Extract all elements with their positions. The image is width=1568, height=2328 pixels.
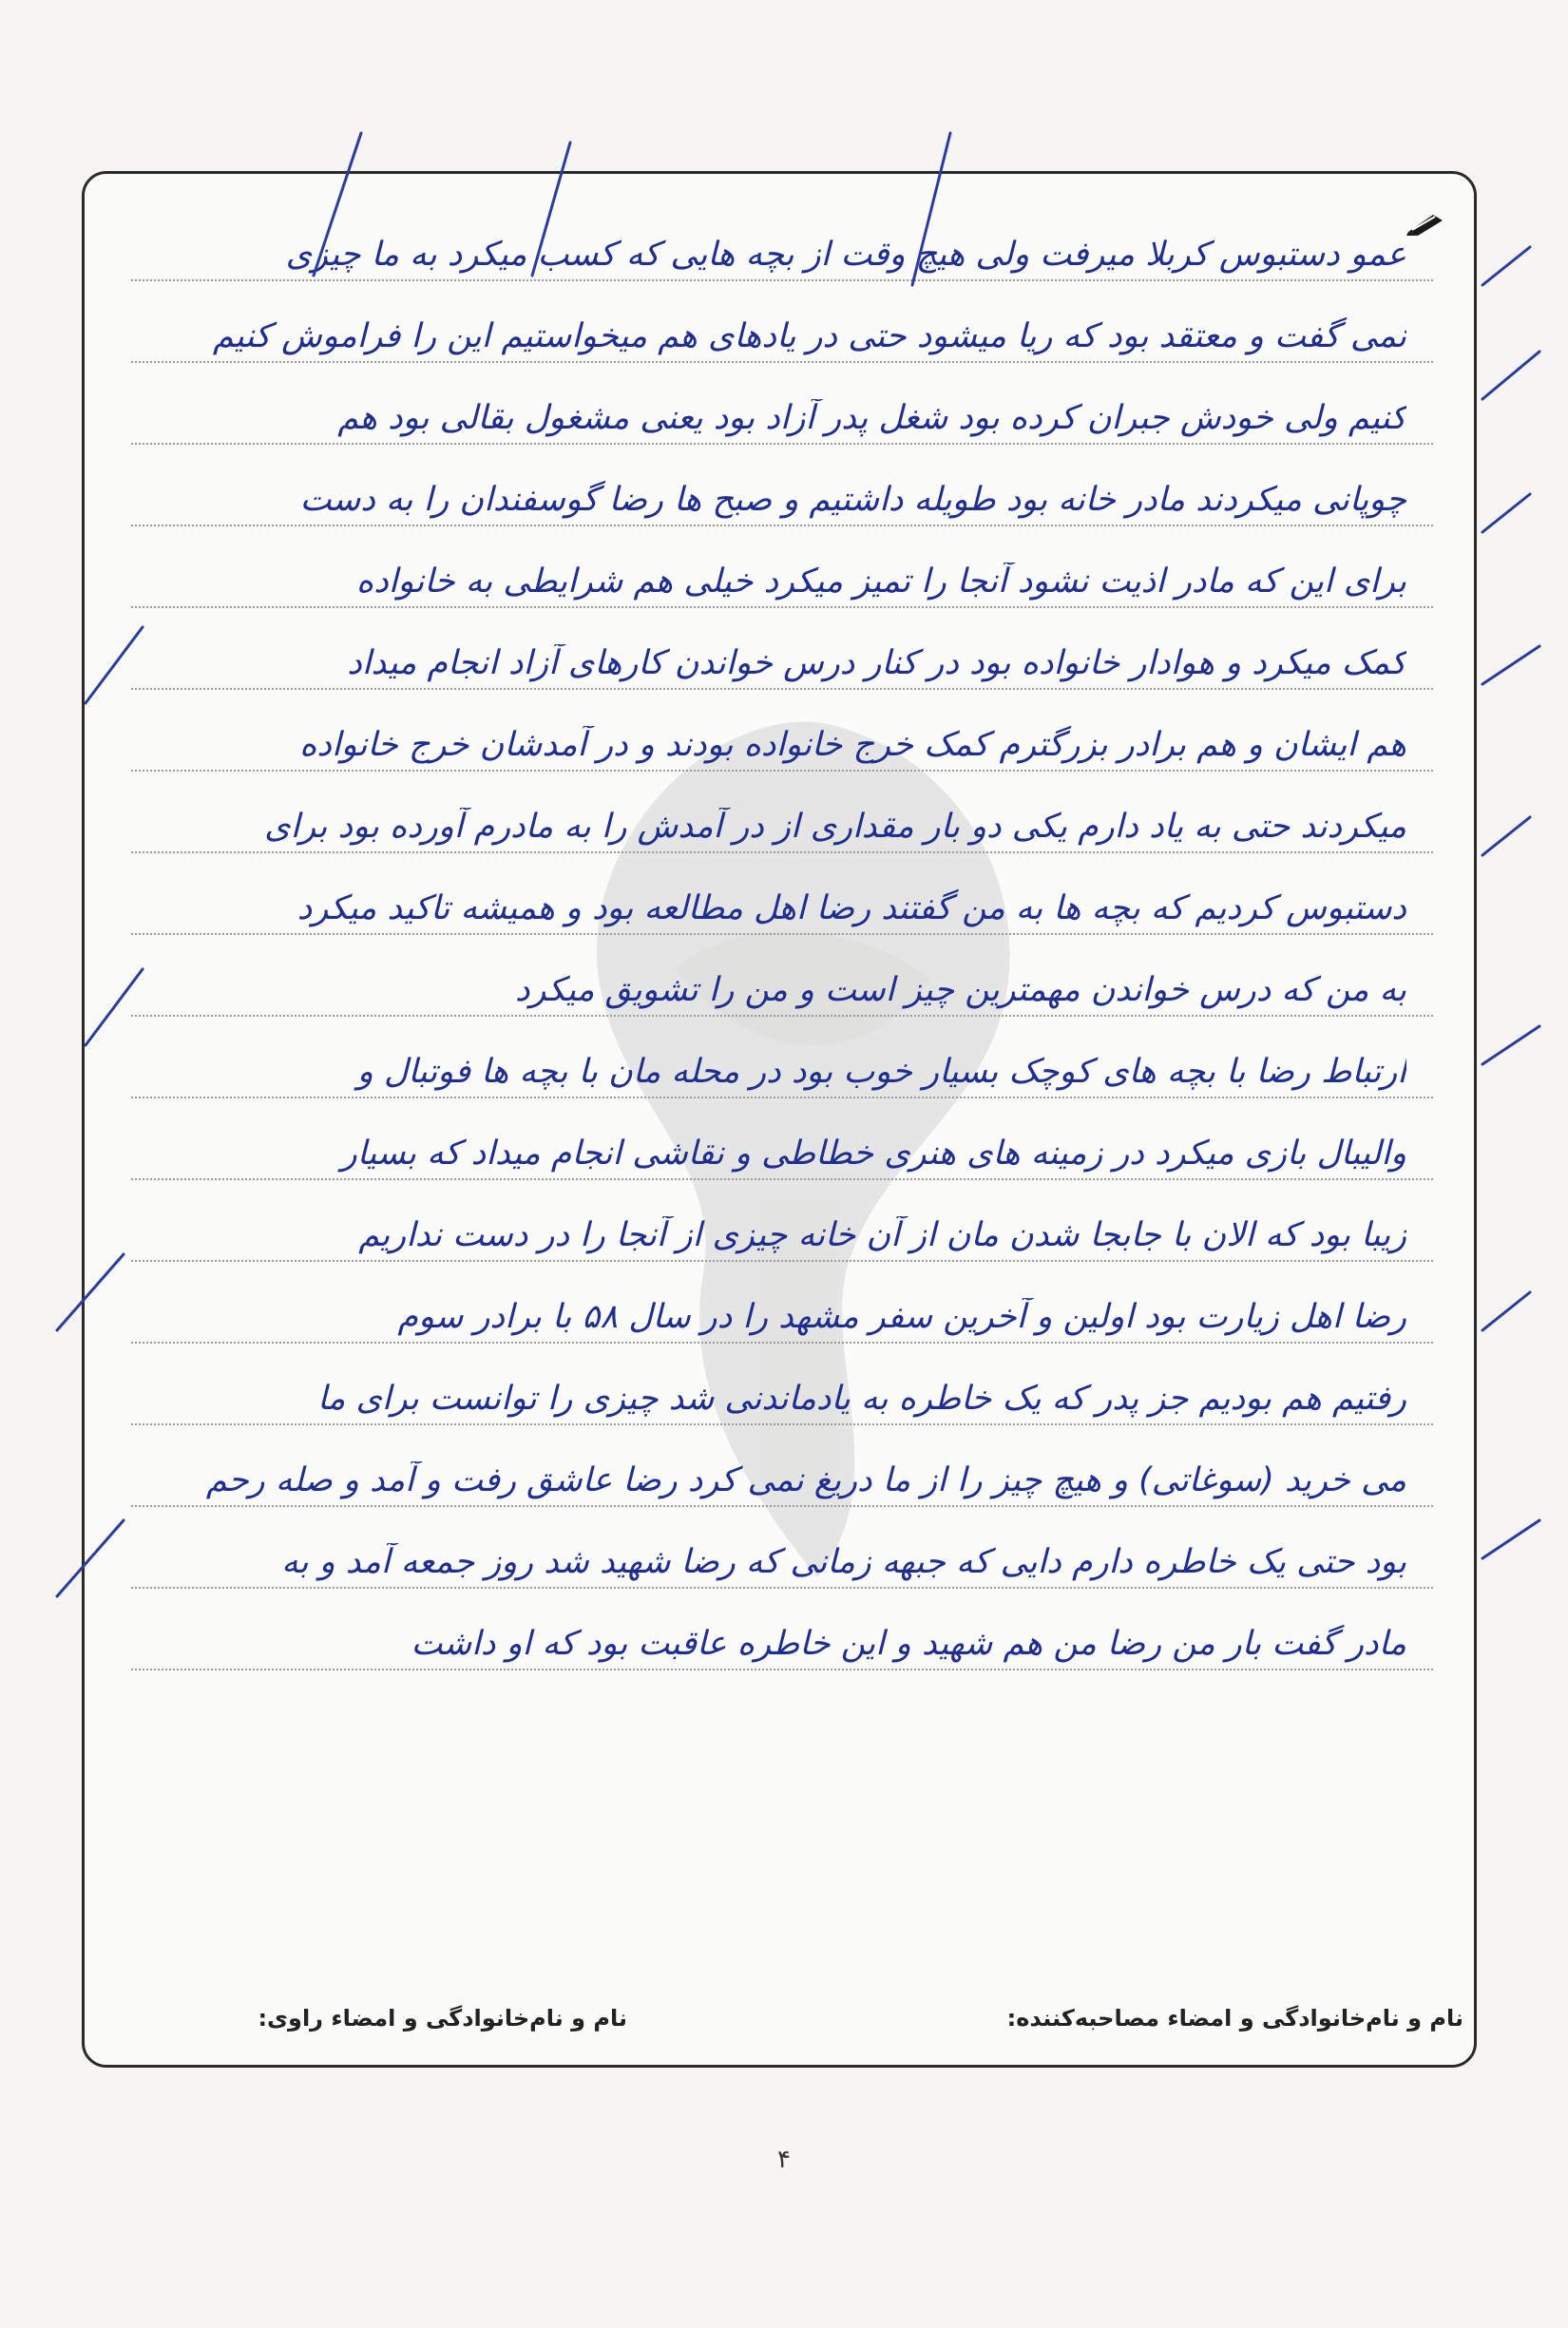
handwritten-lines <box>131 200 1433 1670</box>
line-text: هم ایشان و هم برادر بزرگترم کمک خرج خانواده بودند و در آمدشان خرج خانواده <box>299 726 1406 764</box>
text-line <box>131 1180 1433 1262</box>
line-text: نمی گفت و معتقد بود که ریا میشود حتی در یادهای هم میخواستیم این را فراموش کنیم <box>212 317 1406 355</box>
line-text: رضا اهل زیارت بود اولین و آخرین سفر مشهد را در سال ۵۸ با برادر سوم <box>397 1298 1406 1336</box>
text-line <box>131 200 1433 281</box>
line-text: میکردند حتی به یاد دارم یکی دو بار مقداری از در آمدش را به مادرم آورده بود برای <box>264 808 1406 846</box>
text-line <box>131 935 1433 1017</box>
line-text: والیبال بازی میکرد در زمینه های هنری خطاطی و نقاشی انجام میداد که بسیار <box>340 1135 1406 1173</box>
line-text: به من که درس خواندن مهمترین چیز است و من را تشویق میکرد <box>514 971 1406 1009</box>
text-line <box>131 1507 1433 1589</box>
text-line <box>131 445 1433 526</box>
line-text: برای این که مادر اذیت نشود آنجا را تمیز میکرد خیلی هم شرایطی به خانواده <box>355 563 1406 601</box>
line-text: مادر گفت بار من رضا من هم شهید و این خاطره عاقبت بود که او داشت <box>411 1625 1406 1663</box>
text-line <box>131 526 1433 608</box>
line-text: زیبا بود که الان با جابجا شدن مان از آن خانه چیزی از آنجا را در دست نداریم <box>358 1216 1406 1254</box>
line-text: بود حتی یک خاطره دارم دایی که جبهه زمانی که رضا شهید شد روز جمعه آمد و به <box>281 1543 1406 1581</box>
text-line <box>131 690 1433 772</box>
text-line <box>131 1262 1433 1344</box>
line-text: عمو دستبوس کربلا میرفت ولی هیچ وقت از بچه هایی که کسب میکرد به ما چیزی <box>285 236 1406 274</box>
line-text: دستبوس کردیم که بچه ها به من گفتند رضا اهل مطالعه بود و همیشه تاکید میکرد <box>296 889 1406 927</box>
text-line <box>131 1017 1433 1098</box>
text-line <box>131 281 1433 363</box>
narrator-signature-label: نام و نام‌خانوادگی و امضاء راوی: <box>258 2005 627 2032</box>
text-line <box>131 363 1433 445</box>
line-text: ارتباط رضا با بچه های کوچک بسیار خوب بود در محله مان با بچه ها فوتبال و <box>356 1053 1406 1091</box>
page-number: ۴ <box>777 2146 791 2174</box>
text-line <box>131 1098 1433 1180</box>
text-line <box>131 1425 1433 1507</box>
text-line <box>131 1344 1433 1425</box>
text-line <box>131 1589 1433 1670</box>
text-line <box>131 608 1433 690</box>
text-line <box>131 772 1433 853</box>
interviewer-signature-label: نام و نام‌خانوادگی و امضاء مصاحبه‌کننده: <box>1006 2005 1463 2032</box>
signature-row <box>114 2005 1463 2043</box>
line-text: کنیم ولی خودش جبران کرده بود شغل پدر آزاد بود یعنی مشغول بقالی بود هم <box>337 399 1406 437</box>
line-text: کمک میکرد و هوادار خانواده بود در کنار درس خواندن کارهای آزاد انجام میداد <box>347 644 1406 682</box>
line-text: می خرید (سوغاتی) و هیچ چیز را از ما دریغ نمی کرد رضا عاشق رفت و آمد و صله رحم <box>205 1461 1406 1499</box>
text-line <box>131 853 1433 935</box>
line-text: رفتیم هم بودیم جز پدر که یک خاطره به یادماندنی شد چیزی را توانست برای ما <box>316 1380 1406 1418</box>
line-text: چوپانی میکردند مادر خانه بود طویله داشتیم و صبح ها رضا گوسفندان را به دست <box>299 481 1406 519</box>
